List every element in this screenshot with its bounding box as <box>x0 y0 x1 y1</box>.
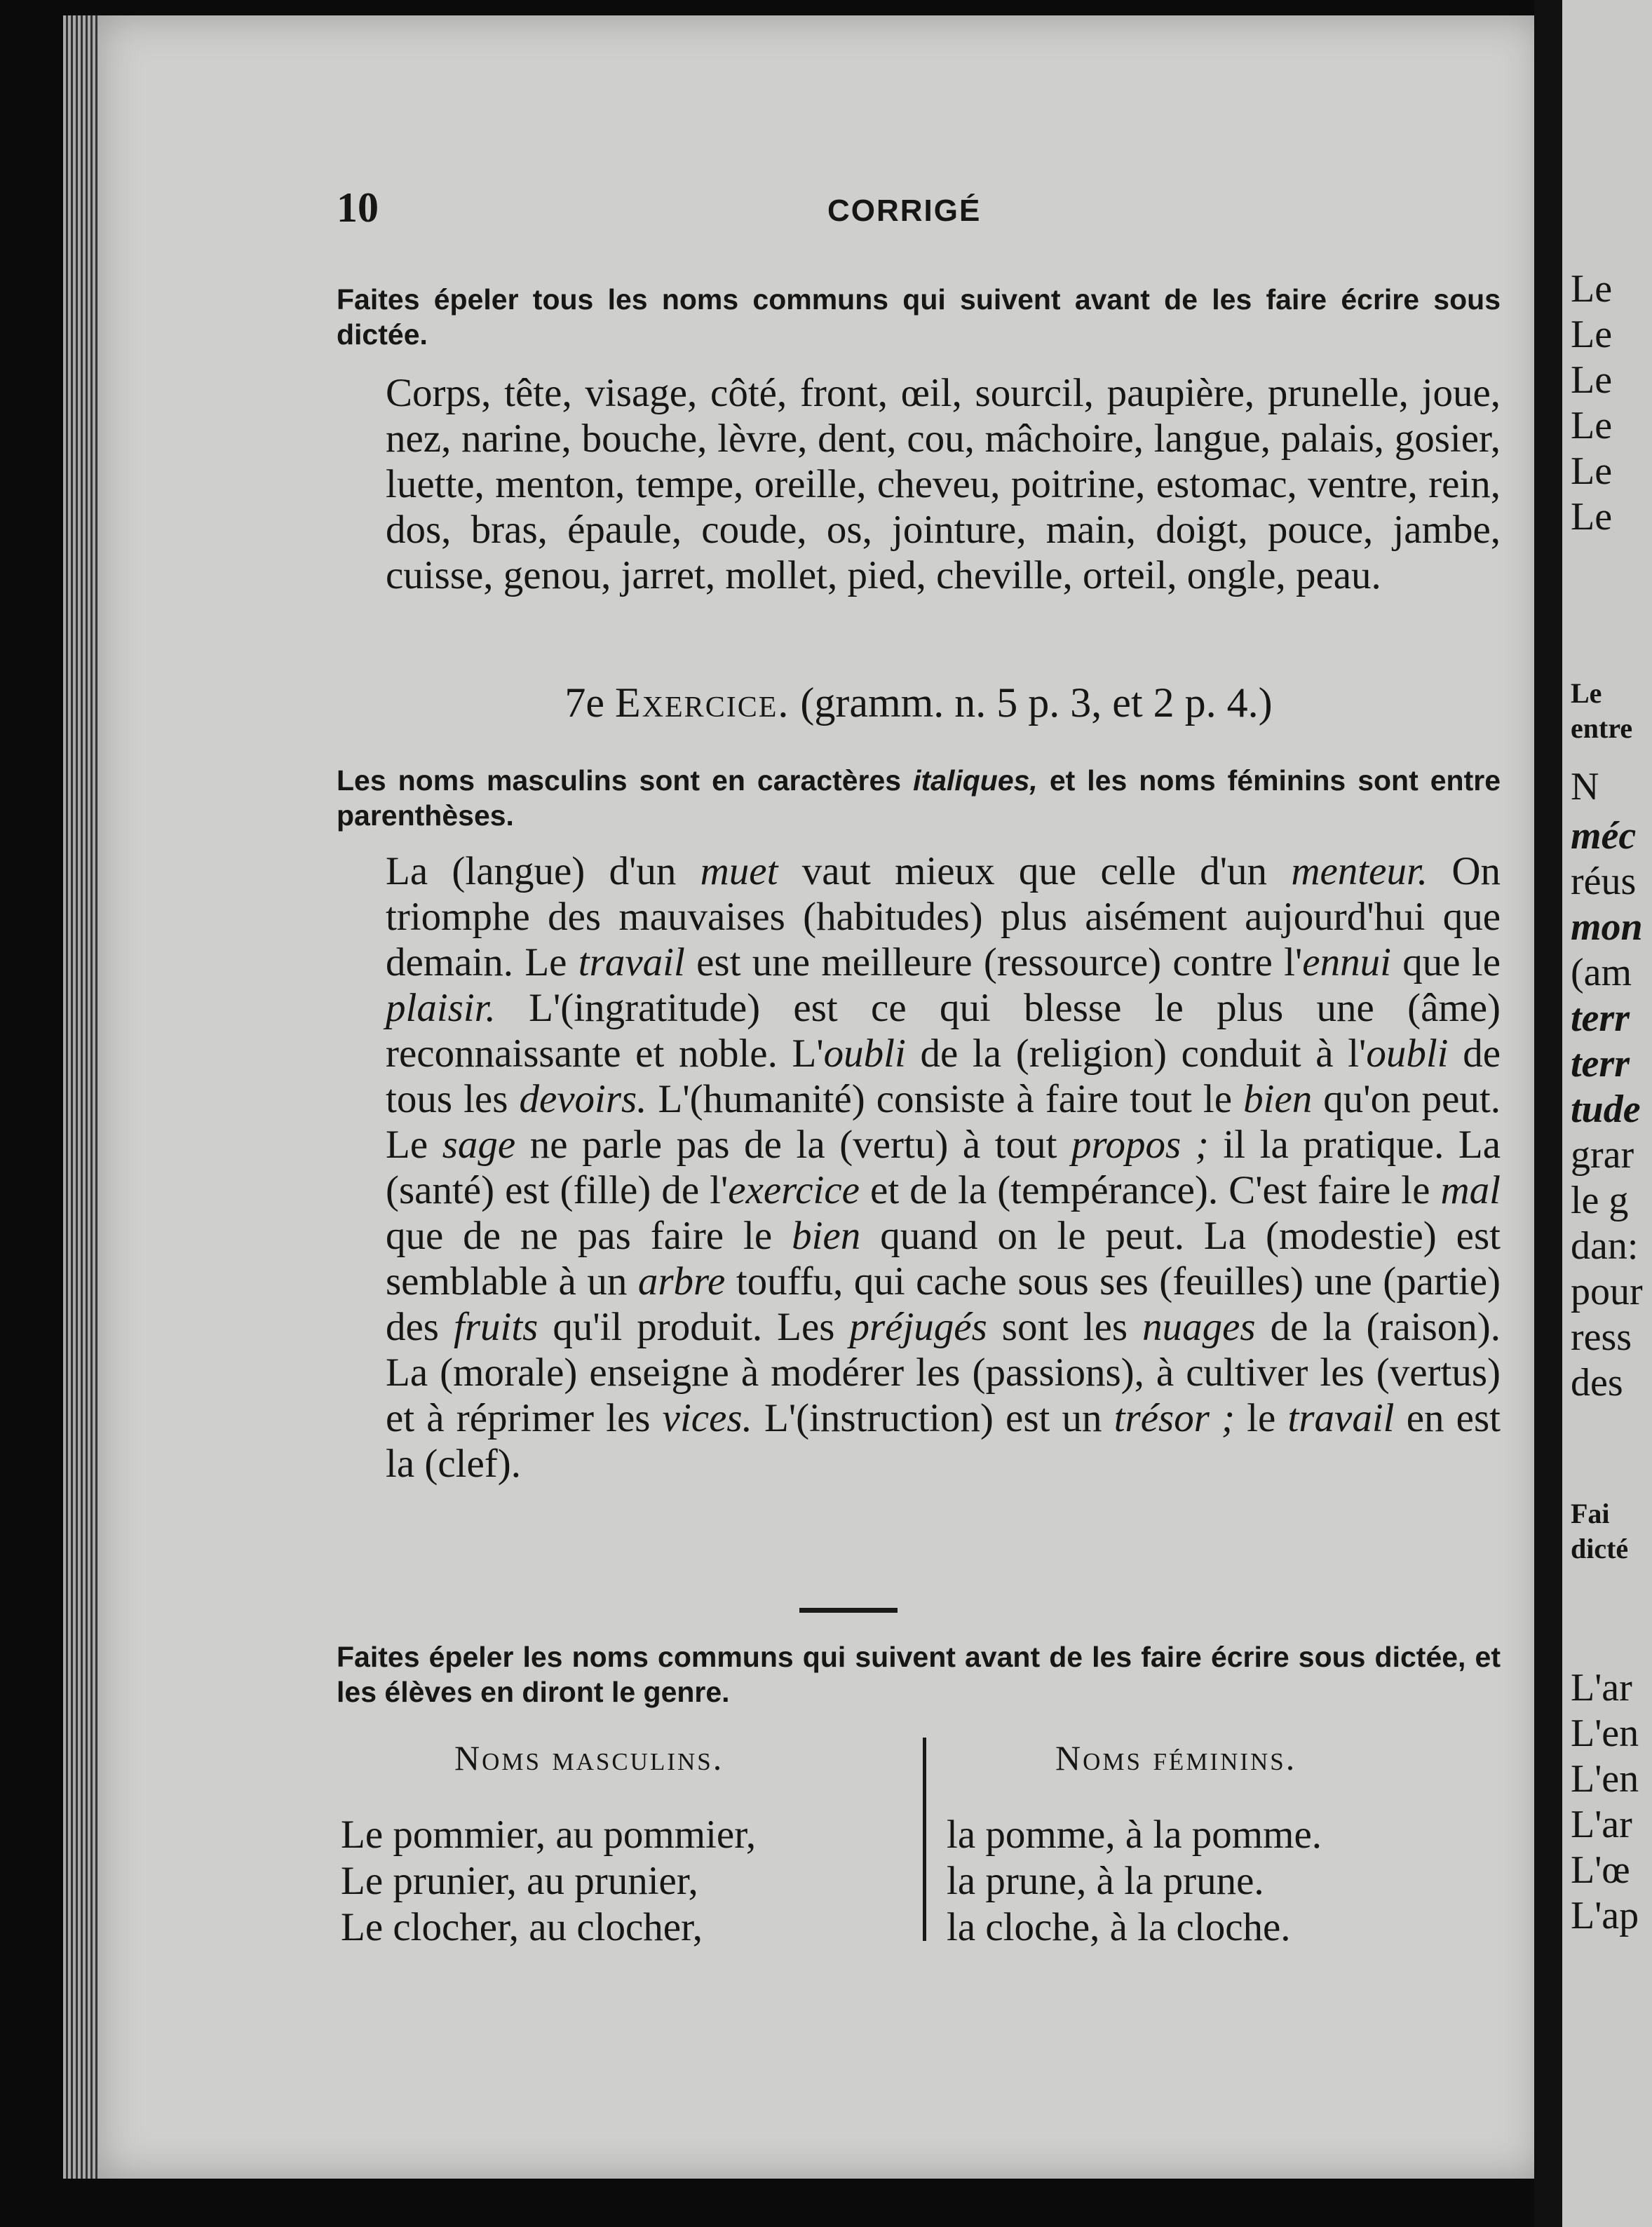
facing-fragment: ress <box>1571 1315 1632 1359</box>
text-run: quand on le peut. La (modestie) est semblable à un <box>386 1214 1501 1304</box>
instruction-2-before: Les noms masculins sont en caractères <box>337 764 914 797</box>
facing-page <box>1562 0 1652 2227</box>
feminine-list <box>947 1812 1322 1951</box>
instruction-3: Faites épeler les noms communs qui suivent avant de les faire écrire sous dictée, et les élèves en diront le genre. <box>337 1641 1501 1708</box>
text-run: qu'on peut. Le <box>386 1077 1501 1167</box>
running-title: CORRIGÉ <box>827 194 982 228</box>
facing-fragment: Le <box>1571 267 1613 311</box>
italic-noun: bien <box>792 1214 861 1258</box>
italic-noun: plaisir. <box>386 986 496 1030</box>
exercise-paragraph <box>337 848 1501 1487</box>
italic-noun: nuages <box>1142 1305 1256 1349</box>
body-parts-list <box>337 370 1501 598</box>
facing-fragment: L'ap <box>1571 1894 1639 1937</box>
text-run: de la (religion) conduit à l' <box>905 1031 1367 1076</box>
masculine-heading: Noms masculins. <box>454 1738 724 1778</box>
facing-fragment: dan: <box>1571 1224 1639 1268</box>
exercise-heading <box>337 679 1501 727</box>
text-run: que le <box>1390 940 1501 984</box>
text-run: sont les <box>987 1305 1143 1349</box>
body-parts-paragraph: Corps, tête, visage, côté, front, œil, sourcil, paupière, prunelle, joue, nez, narine, bouche, lèvre, dent, cou, mâchoire, langue, palais, gosier, luette, menton, tempe, oreille, cheveu, poitrine, estomac, ventre, rein, dos, bras, épaule, coude, os, jointure, main, doigt, pouce, jambe, cuisse, genou, jarret, mollet, pied, cheville, orteil, ongle, peau. <box>386 371 1501 597</box>
italic-noun: travail <box>1287 1396 1395 1440</box>
italic-noun: bien <box>1243 1077 1313 1121</box>
exercise-title: Exercice. <box>615 679 790 726</box>
list-item: Le clocher, au clocher, <box>341 1905 703 1949</box>
text-run: On triomphe des mauvaises (habitudes) plus aisément aujourd'hui que demain. Le <box>386 849 1501 984</box>
instruction-2-italic: italiques, <box>913 764 1038 797</box>
facing-fragment: (am <box>1571 951 1632 994</box>
text-run: de la (raison). La (morale) enseigne à modérer les (passions), à cultiver les (vertus) et à réprimer les <box>386 1305 1501 1440</box>
exercise-text <box>337 848 1501 1487</box>
italic-noun: devoirs. <box>519 1077 647 1121</box>
facing-fragment: L'œ <box>1571 1848 1630 1892</box>
text-run: et de la (tempérance). C'est faire le <box>859 1168 1441 1212</box>
italic-noun: sage <box>442 1123 516 1167</box>
facing-fragment: tude <box>1571 1088 1641 1131</box>
text-run: L'(instruction) est un <box>752 1396 1114 1440</box>
italic-noun: fruits <box>453 1305 539 1349</box>
facing-fragment: Le <box>1571 449 1613 493</box>
exercise-reference: (gramm. n. 5 p. 3, et 2 p. 4.) <box>800 679 1273 726</box>
list-item: la cloche, à la cloche. <box>947 1905 1291 1949</box>
italic-noun: oubli <box>823 1031 906 1076</box>
facing-fragment: Le <box>1571 358 1613 402</box>
facing-fragment: L'ar <box>1571 1803 1632 1846</box>
instruction-1: Faites épeler tous les noms communs qui suivent avant de les faire écrire sous dictée. <box>337 283 1501 351</box>
feminine-heading: Noms féminins. <box>1055 1738 1297 1778</box>
facing-fragment: réus <box>1571 860 1637 903</box>
italic-noun: propos ; <box>1071 1123 1209 1167</box>
text-run: ne parle pas de la (vertu) à tout <box>515 1123 1071 1167</box>
page-header <box>337 184 1501 240</box>
exercise-number: 7e <box>564 679 605 726</box>
facing-fragment: Fai <box>1571 1498 1610 1529</box>
facing-fragment: des <box>1571 1361 1623 1404</box>
text-run: L'(humanité) consiste à faire tout le <box>646 1077 1244 1121</box>
text-run: vaut mieux que celle d'un <box>778 849 1292 893</box>
list-item: la prune, à la prune. <box>947 1859 1264 1903</box>
text-run: est une meilleure (ressource) contre l' <box>684 940 1303 984</box>
text-run: que de ne pas faire le <box>386 1214 792 1258</box>
facing-fragment: L'en <box>1571 1757 1639 1801</box>
text-run: L'(ingratitude) est ce qui blesse le plus une (âme) reconnaissante et noble. L' <box>386 986 1501 1076</box>
facing-fragment: mon <box>1571 905 1643 949</box>
section-rule <box>799 1608 898 1613</box>
facing-fragment: terr <box>1571 996 1630 1040</box>
italic-noun: arbre <box>637 1259 726 1304</box>
italic-noun: ennui <box>1302 940 1391 984</box>
text-run: de tous les <box>386 1031 1501 1121</box>
italic-noun: travail <box>578 940 685 984</box>
italic-noun: muet <box>700 849 778 893</box>
facing-fragment: méc <box>1571 814 1637 858</box>
list-item: Le pommier, au pommier, <box>341 1813 757 1857</box>
list-item: Le prunier, au prunier, <box>341 1859 698 1903</box>
italic-noun: oubli <box>1366 1031 1449 1076</box>
facing-fragment: Le <box>1571 495 1613 539</box>
italic-noun: mal <box>1440 1168 1501 1212</box>
facing-fragment: le g <box>1571 1179 1629 1222</box>
facing-fragment: terr <box>1571 1042 1630 1085</box>
text-run: touffu, qui cache sous ses (feuilles) une (partie) des <box>386 1259 1501 1349</box>
masculine-list <box>341 1812 756 1951</box>
italic-noun: préjugés <box>849 1305 987 1349</box>
facing-fragment: entre <box>1571 712 1633 744</box>
text-run: La (langue) d'un <box>386 849 700 893</box>
list-item: la pomme, à la pomme. <box>947 1813 1322 1857</box>
facing-fragment: grar <box>1571 1133 1634 1177</box>
book-spine <box>1534 0 1562 2227</box>
italic-noun: exercice <box>728 1168 860 1212</box>
text-run: qu'il produit. Les <box>538 1305 850 1349</box>
facing-fragment: L'ar <box>1571 1666 1632 1710</box>
italic-noun: vices. <box>662 1396 752 1440</box>
instruction-2 <box>337 763 1501 833</box>
facing-fragment: Le <box>1571 677 1602 709</box>
facing-fragment: L'en <box>1571 1712 1639 1755</box>
facing-fragment: N <box>1571 765 1599 808</box>
facing-fragment: Le <box>1571 313 1613 356</box>
column-divider <box>923 1738 926 1941</box>
italic-noun: trésor ; <box>1113 1396 1235 1440</box>
text-run: le <box>1235 1396 1288 1440</box>
text-run: en est la (clef). <box>386 1396 1501 1486</box>
facing-fragment: dicté <box>1571 1533 1629 1564</box>
page-edges <box>63 15 98 2179</box>
facing-fragment: pour <box>1571 1270 1643 1313</box>
italic-noun: menteur. <box>1291 849 1428 893</box>
page-number: 10 <box>337 184 379 231</box>
text-run: il la pratique. La (santé) est (fille) de l' <box>386 1123 1501 1212</box>
facing-fragment: Le <box>1571 404 1613 447</box>
instruction-2-after: et les noms féminins sont entre parenthèses. <box>337 764 1501 832</box>
